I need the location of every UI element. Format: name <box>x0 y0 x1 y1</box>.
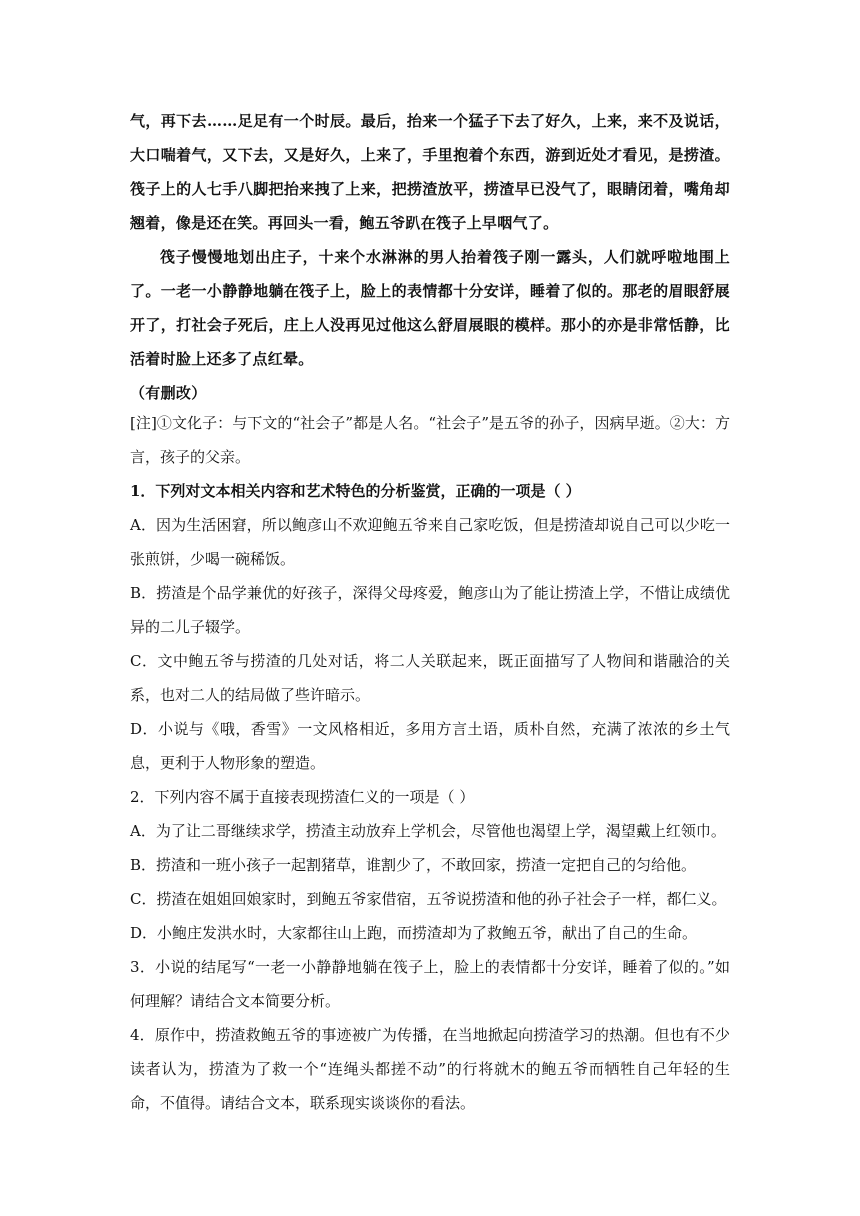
questions-section <box>130 406 730 1120</box>
question-1-option-b: B．捞渣是个品学兼优的好孩子，深得父母疼爱，鲍彦山为了能让捞渣上学，不惜让成绩优异的二儿子辍学。 <box>130 584 730 636</box>
question-1-option-a: A．因为生活困窘，所以鲍彦山不欢迎鲍五爷来自己家吃饭，但是捞渣却说自己可以少吃一张煎饼，少喝一碗稀饭。 <box>130 516 730 568</box>
question-3: 3．小说的结尾写“一老一小静静地躺在筏子上，脸上的表情都十分安详，睡着了似的。”如何理解？请结合文本简要分析。 <box>130 958 730 1010</box>
annotation-note: [注]①文化子：与下文的“社会子”都是人名。“社会子”是五爷的孙子，因病早逝。②大：方言，孩子的父亲。 <box>130 414 730 466</box>
question-1-option-c: C．文中鲍五爷与捞渣的几处对话，将二人关联起来，既正面描写了人物间和谐融洽的关系，也对二人的结局做了些许暗示。 <box>130 652 730 704</box>
question-4: 4．原作中，捞渣救鲍五爷的事迹被广为传播，在当地掀起向捞渣学习的热潮。但也有不少读者认为，捞渣为了救一个“连绳头都搓不动”的行将就木的鲍五爷而牺牲自己年轻的生命，不值得。请结合文本，联系现实谈谈你的看法。 <box>130 1026 730 1112</box>
question-2-option-c: C．捞渣在姐姐回娘家时，到鲍五爷家借宿，五爷说捞渣和他的孙子社会子一样，都仁义。 <box>130 890 727 908</box>
passage-paragraph-1: 气，再下去……足足有一个时辰。最后，抬来一个猛子下去了好久，上来，来不及说话，大口喘着气，又下去，又是好久，上来了，手里抱着个东西，游到近处才看见，是捞渣。筏子上的人七手八脚把抬来拽了上来，把捞渣放平，捞渣早已没气了，眼睛闭着，嘴角却翘着，像是还在笑。再回头一看，鲍五爷趴在筏子上早咽气了。 <box>130 112 730 232</box>
story-passage <box>130 104 730 410</box>
question-2-stem: 2．下列内容不属于直接表现捞渣仁义的一项是（ ） <box>130 788 475 806</box>
question-2-option-d: D．小鲍庄发洪水时，大家都往山上跑，而捞渣却为了救鲍五爷，献出了自己的生命。 <box>130 924 698 942</box>
passage-paragraph-2: 筏子慢慢地划出庄子，十来个水淋淋的男人抬着筏子刚一露头，人们就呼啦地围上了。一老一小静静地躺在筏子上，脸上的表情都十分安详，睡着了似的。那老的眉眼舒展开了，打社会子死后，庄上人没再见过他这么舒眉展眼的模样。那小的亦是非常恬静，比活着时脸上还多了点红晕。 <box>130 248 730 368</box>
question-1-stem: 1．下列对文本相关内容和艺术特色的分析鉴赏，正确的一项是（ ） <box>130 482 581 500</box>
question-2-option-a: A．为了让二哥继续求学，捞渣主动放弃上学机会，尽管他也渴望上学，渴望戴上红领巾。 <box>130 822 726 840</box>
source-note: （有删改） <box>130 384 207 402</box>
question-2-option-b: B．捞渣和一班小孩子一起割猪草，谁割少了，不敢回家，捞渣一定把自己的匀给他。 <box>130 856 697 874</box>
question-1-option-d: D．小说与《哦，香雪》一文风格相近，多用方言土语，质朴自然，充满了浓浓的乡土气息，更利于人物形象的塑造。 <box>130 720 730 772</box>
